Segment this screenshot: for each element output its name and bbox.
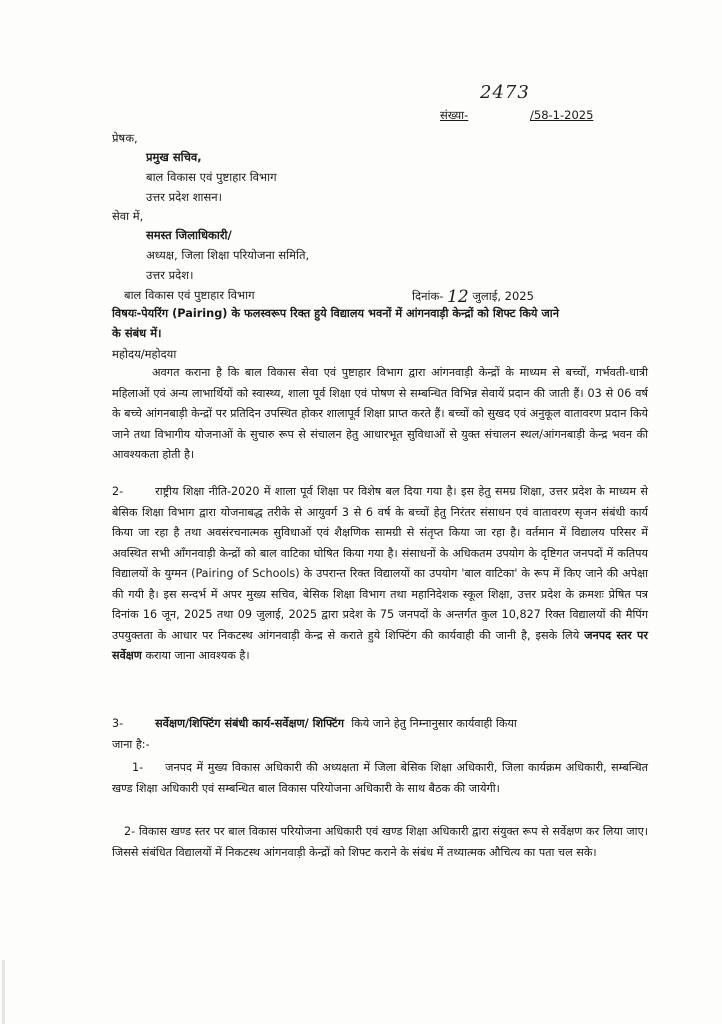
paragraph-2-number: 2- — [112, 485, 124, 498]
salutation: महोदय/महोदया — [112, 347, 177, 361]
recipient-line1: समस्त जिलाधिकारी/ — [146, 228, 232, 242]
paragraph-1-text: अवगत कराना है कि बाल विकास सेवा एवं पुष्टाहार विभाग द्वारा आंगनवाड़ी केन्द्रों के माध्यम से बच्चों, गर्भवती-धात्री महिलाओं एवं अन्य लाभार्थियों को स्वास्थ्य, शाला पूर्व शिक्षा एवं पोषण से सम्बन्धित विभिन्न सेवायें प्रदान की जाती हैं। 03 से 06 वर्ष के बच्चे आंगनबाड़ी केन्द्रों पर प्रतिदिन उपस्थित होकर शालापूर्व शिक्षा प्राप्त करते हैं। बच्चों को सुखद एवं अनुकूल वातावरण प्रदान किये जाने तथा विभागीय योजनाओं के सुचारु रूप से संचालन हेतु आधारभूत सुविधाओं से युक्त संचालन स्थल/आंगनबाड़ी केन्द्र भवन की आवश्यकता होती है। — [112, 366, 648, 461]
subject-line1: विषयः-पेयरिंग (Pairing) के फलस्वरूप रिक्त हुये विद्यालय भवनों में आंगनवाड़ी केन्द्रों को शिफ्ट किये जाने — [112, 307, 559, 320]
point-1-number: 1- — [132, 761, 144, 774]
point-2-number: 2- — [124, 825, 136, 838]
point-1 — [112, 758, 648, 799]
reference-label: संख्या- — [440, 108, 469, 122]
point-2-text: विकास खण्ड स्तर पर बाल विकास परियोजना अधिकारी एवं खण्ड शिक्षा अधिकारी द्वारा संयुक्त रूप से सर्वेक्षण कर लिया जाए। जिससे संबंधित विद्यालयों में निकटस्थ आंगनवाड़ी केन्द्रों को शिफ्ट कराने के संबंध में तथ्यात्मक औचित्य का पता चल सके। — [112, 825, 648, 859]
sender-label: प्रेषक, — [112, 131, 138, 145]
paragraph-2-closing: कराया जाना आवश्यक है। — [145, 649, 250, 662]
paragraph-3-number: 3- — [112, 717, 124, 730]
paragraph-3 — [112, 714, 648, 755]
date-month-year: जुलाई, 2025 — [472, 289, 534, 303]
paragraph-2-emphasis: जनपद स्तर पर सर्वेक्षण — [112, 628, 648, 662]
paragraph-3-heading: सर्वेक्षण/शिफ्टिंग संबंधी कार्य-सर्वेक्षण/ शिफ्टिंग — [155, 717, 345, 730]
point-2 — [112, 822, 648, 863]
reference-series: /58-1-2025 — [530, 108, 594, 122]
scan-edge-mark — [2, 960, 5, 1024]
paragraph-3-rest2: जाना है:- — [112, 737, 150, 751]
point-1-text: जनपद में मुख्य विकास अधिकारी की अध्यक्षता में जिला बेसिक शिक्षा अधिकारी, जिला कार्यक्रम अधिकारी, सम्बन्धित खण्ड शिक्षा अधिकारी एवं सम्बन्धित बाल विकास परियोजना अधिकारी के साथ बैठक की जायेगी। — [112, 761, 648, 795]
date-label: दिनांक- — [412, 289, 444, 303]
date-line — [412, 287, 534, 307]
recipient-line3: उत्तर प्रदेश। — [146, 268, 194, 282]
sender-designation: प्रमुख सचिव, — [146, 150, 202, 164]
recipient-label: सेवा में, — [112, 209, 144, 223]
handwritten-reference-number: 2473 — [480, 82, 530, 103]
paragraph-2 — [112, 482, 648, 667]
paragraph-1 — [112, 363, 648, 466]
recipient-line2: अध्यक्ष, जिला शिक्षा परियोजना समिति, — [146, 248, 310, 262]
sender-government: उत्तर प्रदेश शासन। — [146, 190, 223, 204]
handwritten-date-day: 12 — [447, 287, 469, 307]
sender-department: बाल विकास एवं पुष्टाहार विभाग — [146, 170, 277, 184]
paragraph-3-rest: किये जाने हेतु निम्नानुसार कार्यवाही किया — [351, 717, 517, 730]
department-line: बाल विकास एवं पुष्टाहार विभाग — [124, 288, 255, 302]
paragraph-2-text: राष्ट्रीय शिक्षा नीति-2020 में शाला पूर्व शिक्षा पर विशेष बल दिया गया है। इस हेतु समग्र शिक्षा, उत्तर प्रदेश के माध्यम से बेसिक शिक्षा विभाग द्वारा योजनाबद्ध तरीके से आयुवर्ग 3 से 6 वर्ष के बच्चों हेतु निरंतर संसाधन एवं वातावरण सृजन संबंधी कार्य किया जा रहा है तथा अवसंरचनात्मक सुविधाओं एवं शैक्षणिक सामग्री से संतृप्त किया जा रहा है। वर्तमान में विद्यालय परिसर में अवस्थित सभी आँगनवाड़ी केन्द्रों को बाल वाटिका घोषित किया गया है। संसाधनों के अधिकतम उपयोग के दृष्टिगत जनपदों में कतिपय विद्यालयों के युग्मन (Pairing of Schools) के उपरान्त रिक्त विद्यालयों का उपयोग 'बाल वाटिका' के रूप में किए जाने की अपेक्षा की गयी है। इस सन्दर्भ में अपर मुख्य सचिव, बेसिक शिक्षा विभाग तथा महानिदेशक स्कूल शिक्षा, उत्तर प्रदेश के क्रमशः प्रेषित पत्र दिनांक 16 जून, 2025 तथा 09 जुलाई, 2025 द्वारा प्रदेश के 75 जनपदों के अन्तर्गत कुल 10,827 रिक्त विद्यालयों की मैपिंग उपयुक्तता के आधार पर निकटस्थ आंगनवाड़ी केन्द्र से कराते हुये शिफ्टिंग की कार्यवाही की जानी है, इसके लिये — [112, 485, 648, 642]
subject-line2: के संबंध में। — [112, 326, 162, 340]
